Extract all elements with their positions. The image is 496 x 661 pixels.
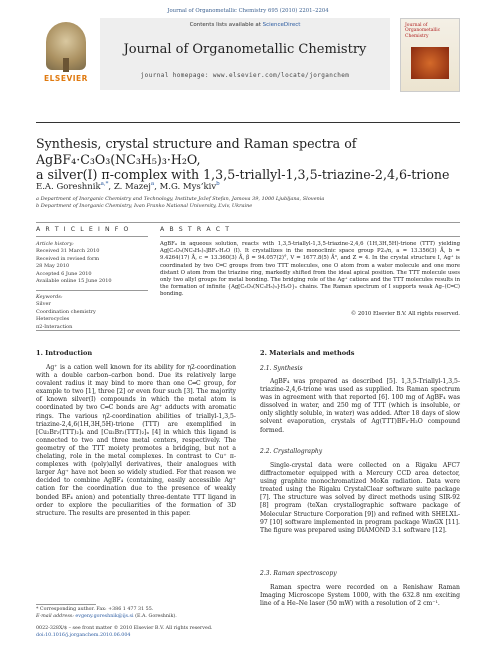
keyword: Heterocycles: [36, 316, 70, 323]
info-rule: [36, 236, 148, 237]
keywords-label: Keywords:: [36, 294, 63, 300]
journal-header: [36, 18, 466, 100]
abstract-rule: [160, 236, 460, 237]
cover-image: [411, 47, 449, 79]
author-name[interactable]: Z. Mazej: [113, 181, 151, 192]
article-title: [36, 136, 460, 183]
email-line: E-mail address: evgeny.goreshnik@ijs.si (E.A. Goreshnik).: [36, 613, 177, 619]
contents-line: Contents lists available at ScienceDirect: [189, 22, 301, 28]
crystallography-heading: 2.2. Crystallography: [260, 448, 323, 455]
synthesis-paragraph: AgBF₄ was prepared as described [5]. 1,3,5-Triallyl-1,3,5-triazine-2,4,6-trione was used as supplied. Its Raman spectrum was in agreement with that reported [6]. 100 mg of AgBF₄ was dissolved in water, and 250 mg of TTT (which is insoluble, or only slightly soluble, in water) was added. After 18 days of slow solvent evaporation, crystals of Ag(TTT)BF₄·H₂O compound formed.: [260, 378, 460, 434]
corresponding-author: * Corresponding author. Fax: +386 1 477 31 55.: [36, 607, 154, 612]
body-rule: [36, 330, 460, 331]
history-line: 28 May 2010: [36, 263, 70, 270]
raman-paragraph: Raman spectra were recorded on a Renishaw Raman Imaging Microscope System 1000, with the 632.8 nm exciting line of a He–Ne laser (50 mW) with a resolution of 2 cm⁻¹.: [260, 584, 460, 608]
elsevier-wordmark: ELSEVIER: [44, 74, 88, 83]
keywords-rule: [36, 290, 148, 291]
copyright: © 2010 Elsevier B.V. All rights reserved.: [350, 311, 460, 317]
publication-info: [36, 626, 296, 639]
article-info-heading: A R T I C L E I N F O: [36, 226, 130, 233]
sciencedirect-link[interactable]: ScienceDirect: [262, 22, 301, 28]
email-link[interactable]: evgeny.goreshnik@ijs.si: [75, 613, 134, 619]
author-name[interactable]: M.G. Mys’kiv: [159, 181, 217, 192]
keywords-block: [36, 294, 148, 331]
keyword: π2-Interaction: [36, 323, 73, 330]
section-rule: [36, 222, 460, 223]
footnote: [36, 607, 236, 620]
journal-reference[interactable]: Journal of Organometallic Chemistry 695 (2010) 2201–2204: [167, 8, 329, 14]
author-affil-mark: b: [216, 181, 220, 187]
history-label: Article history:: [36, 241, 74, 247]
intro-heading: 1. Introduction: [36, 349, 93, 357]
affiliation-b: b Department of Inorganic Chemistry, Ivan Franko National University, L’viv, Ukraine: [36, 203, 253, 209]
author-name[interactable]: E.A. Goreshnik: [36, 181, 101, 192]
elsevier-logo[interactable]: [36, 18, 96, 90]
methods-heading: 2. Materials and methods: [260, 349, 355, 357]
author-affil-mark: a,*: [100, 181, 109, 187]
intro-paragraph: Ag⁺ is a cation well known for its ability for η2-coordination with a double carbon–carbon bond. Due its relatively large covalent radius it may bind to more than one C═C group, for example to two [1], three [2] or even four such [3]. The majority of known silver(I) compounds in which the metal atom is coordinated by two C═C bonds are Ag⁺ adducts with aromatic rings. The various η2-coordination abilities of triallyl-1,3,5-triazine-2,4,6(1H,3H,5H)-trione (TTT) are exemplified in [Cu₂Br₂(TTT)₂]₄ and [Cu₂Br₂(TTT)₂]ₙ [4] in which this ligand is connected to two and three metal centers, respectively. The geometry of the TTT moiety promotes a bridging, but not a chelating, role in the metal complexes. In contrast to Cu⁺ π-complexes with (poly)allyl derivatives, their analogues with larger Ag⁺ have not been so widely studied. For that reason we decided to combine AgBF₄ (containing, easily accessible Ag⁺ cation for the coordination due to the presence of weakly bonded BF₄ anion) and potentially three-dentate TTT ligand in order to explore the peculiarities of the formation of 3D structure. The results are presented in this paper.: [36, 364, 236, 517]
synthesis-heading: 2.1. Synthesis: [260, 365, 303, 372]
affiliation-a: a Department of Inorganic Chemistry and Technology, Institute Jožef Stefan, Jamova 39, 1000 Ljubljana, Slovenia: [36, 196, 325, 202]
footnote-rule: [36, 604, 96, 605]
header-banner: [100, 18, 390, 90]
tree-trunk-icon: [63, 58, 69, 72]
issn-line: 0022-328X/$ – see front matter © 2010 Elsevier B.V. All rights reserved.: [36, 626, 213, 631]
article-history: [36, 241, 148, 285]
history-line: Available online 15 June 2010: [36, 278, 112, 285]
abstract-heading: A B S T R A C T: [160, 226, 231, 233]
history-line: Received 31 March 2010: [36, 248, 100, 255]
doi-link[interactable]: doi:10.1016/j.jorganchem.2010.06.004: [36, 632, 131, 638]
history-line: Received in revised form: [36, 255, 100, 262]
cover-title: Journal of Organometallic Chemistry: [405, 23, 441, 39]
journal-title: Journal of Organometallic Chemistry: [123, 42, 367, 57]
title-line-2: a silver(I) π-complex with 1,3,5-triallyl-1,3,5-triazine-2,4,6-trione: [36, 167, 450, 183]
journal-homepage[interactable]: journal homepage: www.elsevier.com/locate/jorganchem: [140, 72, 350, 79]
keyword: Silver: [36, 301, 51, 308]
crystallography-paragraph: Single-crystal data were collected on a Rigaku AFC7 diffractometer equipped with a Mercury CCD area detector, using graphite monochromatized MoKα radiation. Data were treated using the Rigaku CrystalClear software suite package [7]. The structure was solved by direct methods using SIR-92 [8] program (teXan crystallographic software package of Molecular Structure Corporation [9]) and refined with SHELXL-97 [10] software implemented in program package WinGX [11]. The figure was prepared using DIAMOND 3.1 software [12].: [260, 462, 460, 534]
author-list: E.A. Goreshnik$^{a,*}$, Z. Mazej$^a$, M.G. Mys’kiv$^b$: [36, 181, 220, 192]
title-line-1: Synthesis, crystal structure and Raman spectra of AgBF₄·C₃O₃(NC₃H₅)₃·H₂O,: [36, 136, 357, 167]
author-affil-mark: a: [150, 181, 155, 187]
history-line: Accepted 6 June 2010: [36, 270, 92, 277]
abstract-text: AgBF₄ in aqueous solution, reacts with 1,3,5-triallyl-1,3,5-triazine-2,4,6 (1H,3H,5H)-trione (TTT) yielding Ag[C₃O₃(NC₃H₅)₃]BF₄·H₂O (I). It crystallizes in the monoclinic space group P2₁/n, a = 13.356(3) Å, b = 9.4264(17) Å, c = 13.360(3) Å, β = 94.057(2)°, V = 1677.8(5) Å³, and Z = 4. In the crystal structure I, Ag⁺ is coordinated by two C═C groups from two TTT molecules, one O atom from a water molecule and one more distant O atom from the triazine ring, markedly shifted from the ideal apical position. The TTT molecule uses only two allyl groups for metal bonding. The bridging role of the Ag⁺ cations and the TTT molecules results in the formation of infinite {Ag[C₃O₃(NC₃H₅)₃]·H₂O}ₙ chains. The Raman spectrum of I supports weak Ag–(C═C) bonding.: [160, 241, 460, 298]
journal-cover-thumbnail[interactable]: [400, 18, 460, 92]
header-rule: [36, 122, 460, 123]
raman-heading: 2.3. Raman spectroscopy: [260, 570, 337, 577]
keyword: Coordination chemistry: [36, 308, 96, 315]
